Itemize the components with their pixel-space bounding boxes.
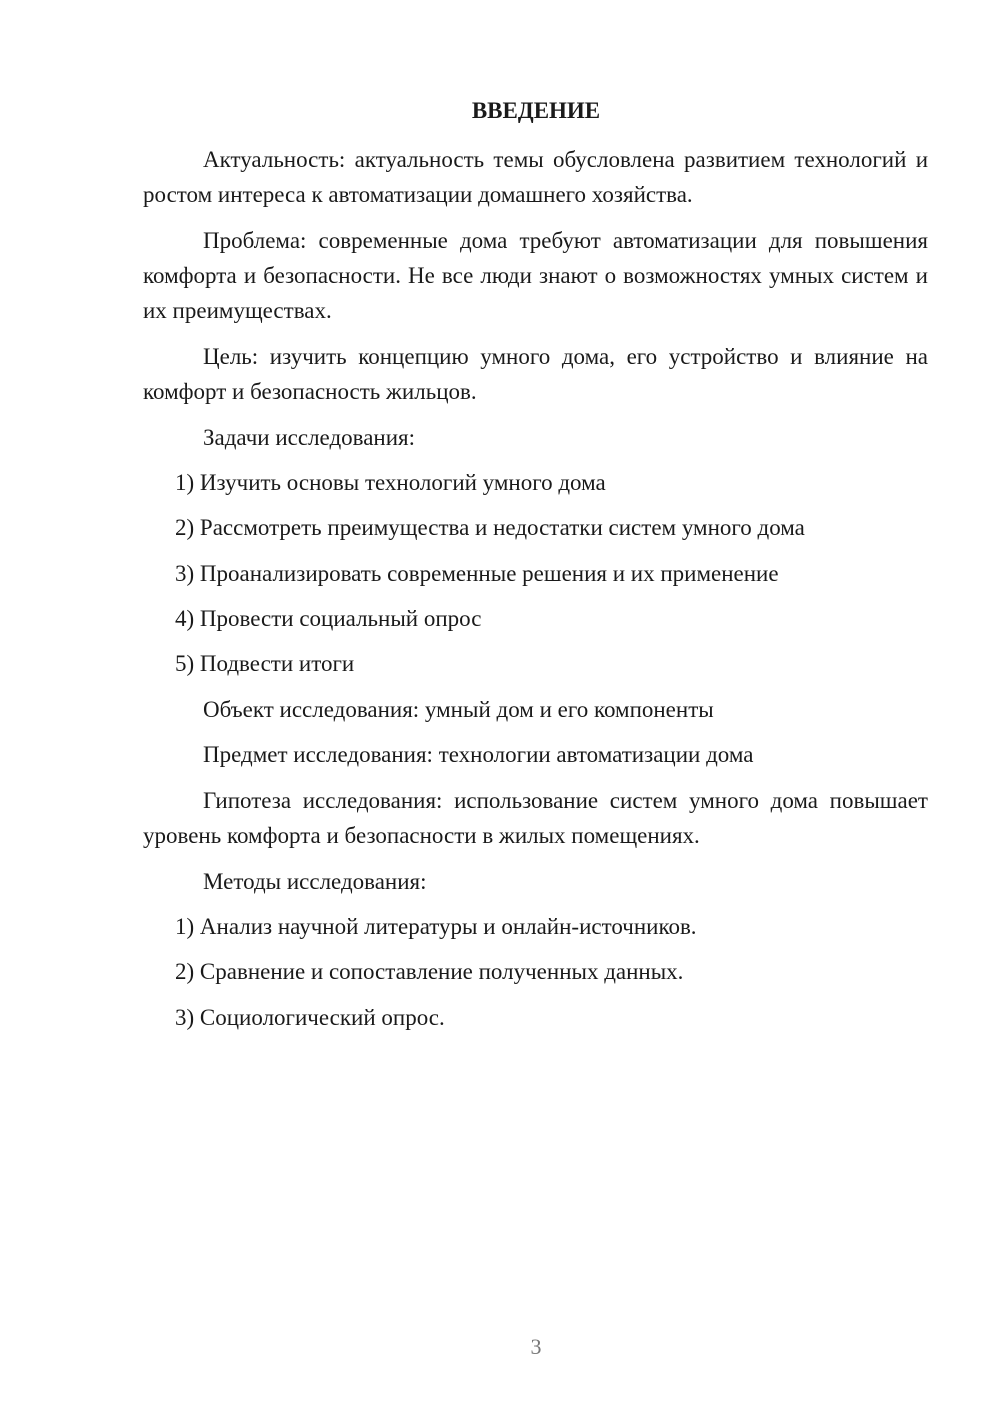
page-title: ВВЕДЕНИЕ (471, 98, 601, 123)
method-item-2: 2) Сравнение и сопоставление полученных данных. (175, 959, 684, 984)
methods-heading: Методы исследования: (203, 869, 427, 894)
paragraph-object: Объект исследования: умный дом и его компоненты (203, 697, 714, 722)
task-item-3: 3) Проанализировать современные решения и их применение (175, 561, 779, 586)
tasks-heading: Задачи исследования: (203, 425, 416, 450)
paragraph-goal: Цель: изучить концепцию умного дома, его устройство и влияние на комфорт и безопасность жильцов. (143, 344, 928, 404)
page-number: 3 (530, 1334, 542, 1359)
method-item-3: 3) Социологический опрос. (175, 1005, 445, 1030)
task-item-4: 4) Провести социальный опрос (175, 606, 482, 631)
paragraph-relevance: Актуальность: актуальность темы обусловлена развитием технологий и ростом интереса к автоматизации домашнего хозяйства. (143, 147, 928, 207)
method-item-1: 1) Анализ научной литературы и онлайн-источников. (175, 914, 697, 939)
paragraph-subject: Предмет исследования: технологии автоматизации дома (203, 742, 754, 767)
task-item-1: 1) Изучить основы технологий умного дома (175, 470, 606, 495)
task-item-2: 2) Рассмотреть преимущества и недостатки систем умного дома (175, 515, 805, 540)
paragraph-hypothesis: Гипотеза исследования: использование систем умного дома повышает уровень комфорта и безопасности в жилых помещениях. (143, 788, 928, 848)
task-item-5: 5) Подвести итоги (175, 651, 355, 676)
paragraph-problem: Проблема: современные дома требуют автоматизации для повышения комфорта и безопасности. Не все люди знают о возможностях умных систем и их преимуществах. (143, 228, 928, 323)
